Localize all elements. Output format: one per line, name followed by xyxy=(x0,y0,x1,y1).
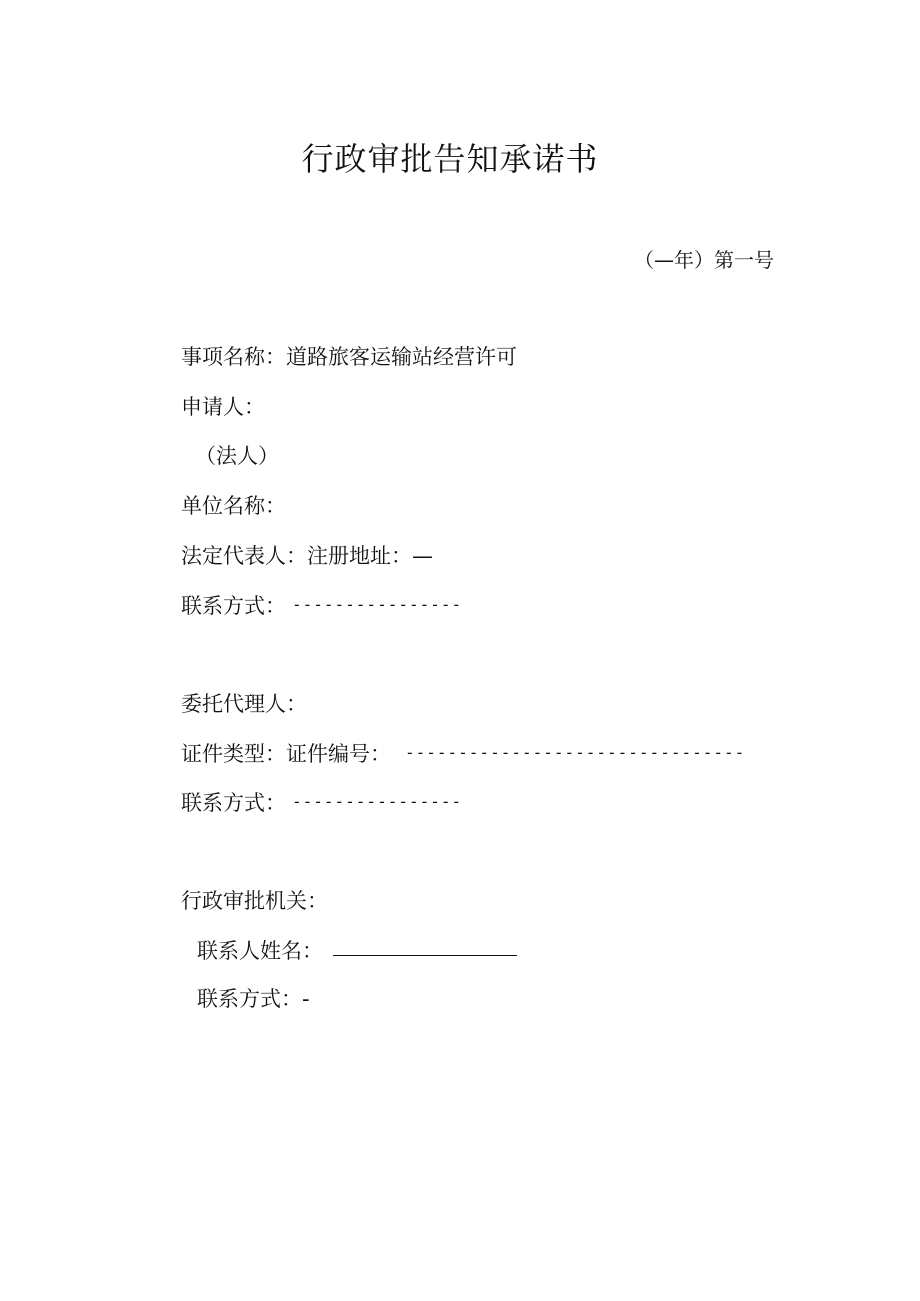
id-label: 证件类型：证件编号： xyxy=(181,742,391,766)
contact-line-agent xyxy=(181,789,462,816)
legal-rep-address-line: 法定代表人：注册地址：— xyxy=(181,544,433,568)
applicant-type: （法人） xyxy=(195,444,279,468)
document-title: 行政审批告知承诺书 xyxy=(301,140,599,178)
contact-person-line xyxy=(197,937,517,964)
document-number: （—年）第一号 xyxy=(634,248,774,272)
contact-person-label: 联系人姓名： xyxy=(197,939,323,963)
agent-label: 委托代理人： xyxy=(181,692,307,716)
contact-label: 联系方式： xyxy=(181,791,286,815)
unit-name-label: 单位名称： xyxy=(181,494,286,518)
id-line xyxy=(181,740,745,767)
contact-blank-dashes: ---------------- xyxy=(292,792,463,811)
authority-label: 行政审批机关： xyxy=(181,889,328,913)
contact-line-authority: 联系方式：- xyxy=(197,987,310,1011)
contact-line-applicant xyxy=(181,592,462,619)
id-blank-dashes: -------------------------------- xyxy=(405,743,746,762)
contact-blank-dashes: ---------------- xyxy=(292,595,463,614)
item-name-line: 事项名称：道路旅客运输站经营许可 xyxy=(181,345,517,369)
contact-label: 联系方式： xyxy=(181,594,286,618)
contact-person-blank xyxy=(333,937,517,956)
applicant-label: 申请人： xyxy=(181,395,265,419)
